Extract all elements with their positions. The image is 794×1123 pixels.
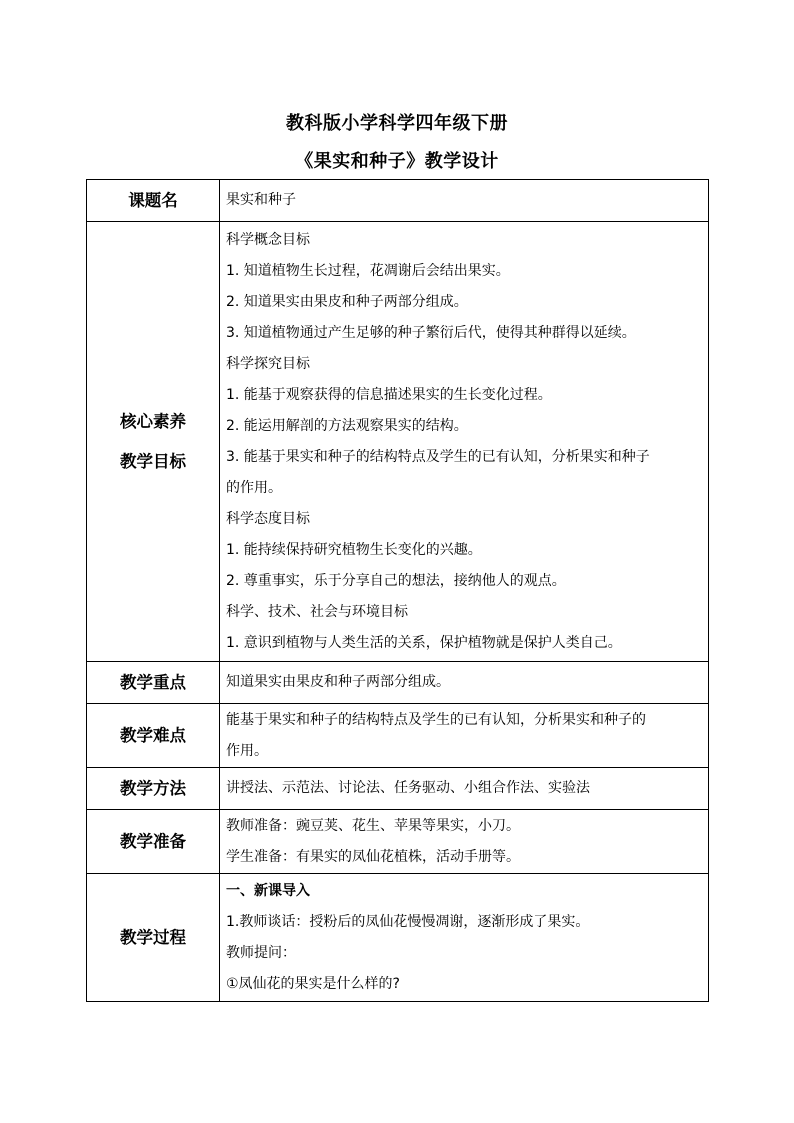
table-row-preparation [87,810,709,874]
difficulty-label: 教学难点 [120,725,186,745]
goal-line: 科学探究目标 [226,355,310,372]
topic-value: 果实和种子 [226,192,296,208]
table-row-topic [87,180,709,222]
preparation-label: 教学准备 [120,831,186,851]
topic-label: 课题名 [128,190,178,210]
process-line: ①凤仙花的果实是什么样的? [226,975,400,992]
process-line: 1.教师谈话：授粉后的凤仙花慢慢凋谢，逐渐形成了果实。 [226,913,590,930]
process-label: 教学过程 [120,927,186,947]
key-point-value-cell [220,662,709,704]
process-label-cell [87,874,220,1002]
preparation-value-cell [220,810,709,874]
goal-line: 2. 能运用解剖的方法观察果实的结构。 [226,417,468,434]
difficulty-label-cell [87,704,220,768]
difficulty-value-cell [220,704,709,768]
key-point-label-cell [87,662,220,704]
table-row-goals [87,222,709,662]
goal-line: 科学概念目标 [226,231,310,248]
methods-label: 教学方法 [120,778,186,798]
goals-label-line1: 核心素养 [120,411,186,431]
preparation-label-cell [87,810,220,874]
difficulty-line2: 作用。 [226,742,268,759]
goal-line: 2. 尊重事实，乐于分享自己的想法，接纳他人的观点。 [226,572,566,589]
goal-line: 1. 能基于观察获得的信息描述果实的生长变化过程。 [226,386,552,403]
methods-value-cell [220,768,709,810]
goals-content-cell [220,222,709,662]
student-preparation: 学生准备：有果实的凤仙花植株，活动手册等。 [226,848,520,865]
document-title: 教科版小学科学四年级下册 [286,113,508,134]
table-row-process [87,874,709,1002]
key-point-value: 知道果实由果皮和种子两部分组成。 [226,674,450,690]
methods-label-cell [87,768,220,810]
process-section-title: 一、新课导入 [226,882,310,899]
table-row-difficulty [87,704,709,768]
table-row-key-point [87,662,709,704]
process-value-cell [220,874,709,1002]
process-line: 教师提问： [226,944,296,961]
goal-line: 2. 知道果实由果皮和种子两部分组成。 [226,293,468,310]
lesson-plan-table [86,179,709,1002]
methods-value: 讲授法、示范法、讨论法、任务驱动、小组合作法、实验法 [226,780,590,796]
goal-line: 1. 能持续保持研究植物生长变化的兴趣。 [226,541,482,558]
difficulty-line1: 能基于果实和种子的结构特点及学生的已有认知，分析果实和种子的 [226,711,646,728]
goal-line: 3. 知道植物通过产生足够的种子繁衍后代，使得其种群得以延续。 [226,324,636,341]
teacher-preparation: 教师准备：豌豆荚、花生、苹果等果实，小刀。 [226,817,520,834]
goal-line: 1. 意识到植物与人类生活的关系，保护植物就是保护人类自己。 [226,634,622,651]
goal-line: 科学、技术、社会与环境目标 [226,603,408,620]
goals-label-cell [87,222,220,662]
goal-line: 的作用。 [226,479,282,496]
table-row-methods [87,768,709,810]
goal-line: 1. 知道植物生长过程，花凋谢后会结出果实。 [226,262,510,279]
goal-line: 3. 能基于果实和种子的结构特点及学生的已有认知，分析果实和种子 [226,448,650,465]
goals-label-line2: 教学目标 [120,451,186,471]
document-subtitle: 《果实和种子》教学设计 [295,151,499,172]
topic-label-cell [87,180,220,222]
goal-line: 科学态度目标 [226,510,310,527]
key-point-label: 教学重点 [120,672,186,692]
topic-value-cell [220,180,709,222]
